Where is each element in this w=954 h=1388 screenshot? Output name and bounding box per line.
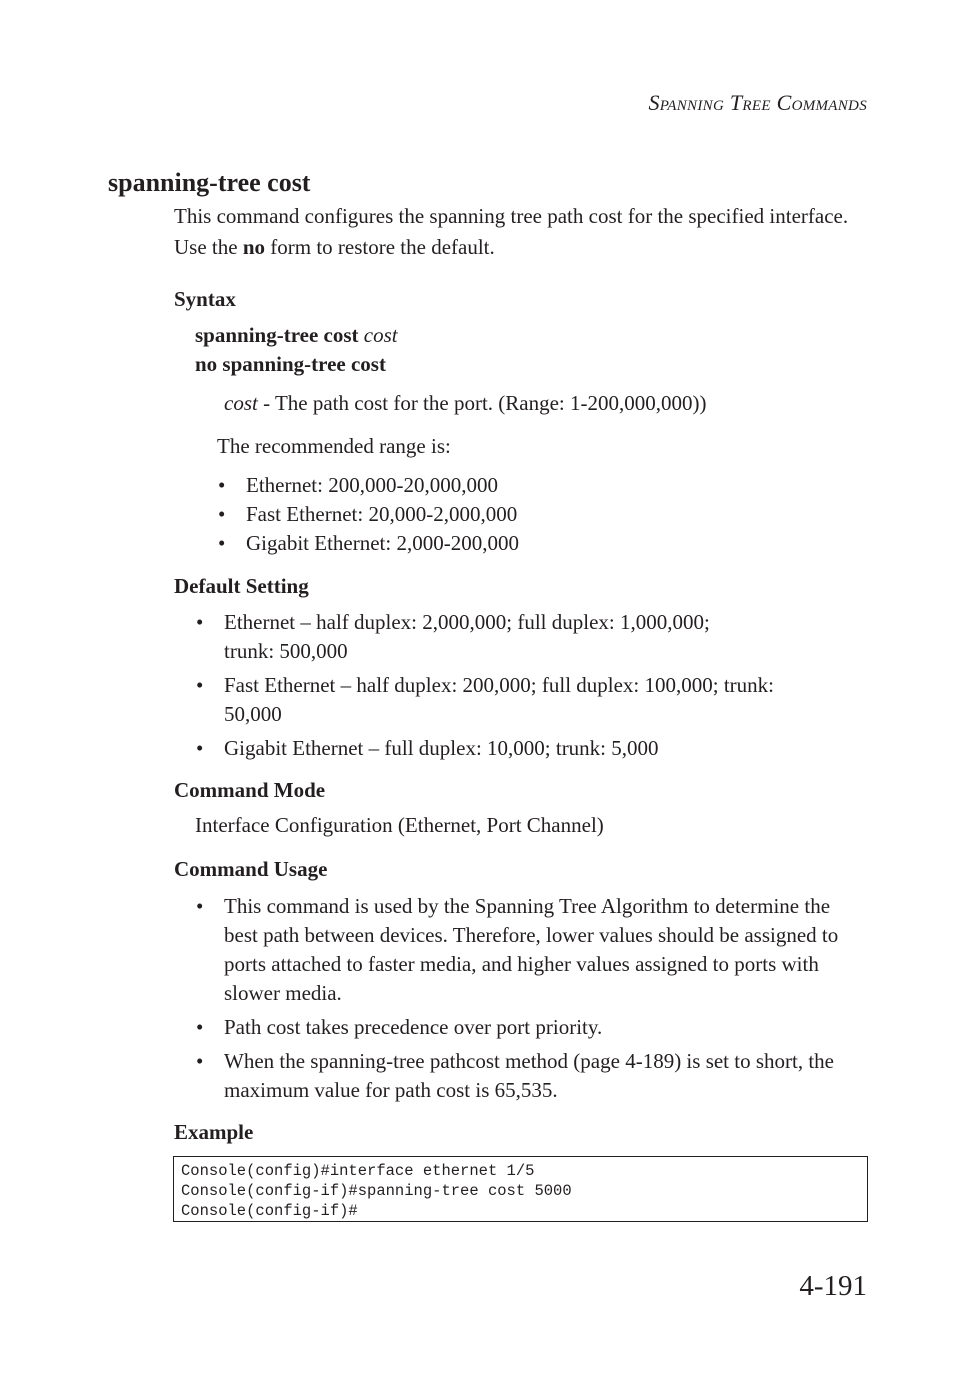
example-heading: Example <box>174 1120 254 1144</box>
section-title: spanning-tree cost <box>108 168 311 197</box>
list-item-text: Fast Ethernet: 20,000-2,000,000 <box>246 502 518 526</box>
syntax-command <box>195 323 398 348</box>
default-setting-list <box>196 608 874 768</box>
bullet-icon: • <box>218 502 226 526</box>
list-item <box>196 892 869 1008</box>
syntax-command-param: cost <box>363 323 398 347</box>
code-line: Console(config-if)# <box>181 1202 358 1220</box>
command-usage-list <box>196 892 869 1110</box>
intro-paragraph <box>174 201 864 263</box>
parameter-text: - The path cost for the port. (Range: 1-200,000,000)) <box>257 391 707 415</box>
list-item <box>218 529 519 558</box>
bullet-icon: • <box>218 531 226 555</box>
syntax-heading: Syntax <box>174 287 236 311</box>
default-setting-heading: Default Setting <box>174 574 309 598</box>
list-item <box>218 500 519 529</box>
code-line: Console(config-if)#spanning-tree cost 5000 <box>181 1182 572 1200</box>
intro-text-1: This command configures the spanning tree path cost for the specified interface. Use the <box>174 204 849 259</box>
recommended-range-list <box>218 471 519 558</box>
bullet-icon: • <box>218 473 226 497</box>
bullet-icon: • <box>196 736 204 760</box>
parameter-description <box>224 391 707 416</box>
list-item <box>196 734 874 763</box>
command-usage-heading: Command Usage <box>174 857 328 881</box>
running-header: Spanning Tree Commands <box>648 90 867 115</box>
page-number: 4-191 <box>799 1270 867 1302</box>
syntax-command-text: spanning-tree cost <box>195 323 359 347</box>
bullet-icon: • <box>196 894 204 918</box>
syntax-no-command: no spanning-tree cost <box>195 352 386 376</box>
code-line: Console(config)#interface ethernet 1/5 <box>181 1162 535 1180</box>
bullet-icon: • <box>196 1049 204 1073</box>
list-item-text: Gigabit Ethernet: 2,000-200,000 <box>246 531 519 555</box>
list-item <box>196 1013 869 1042</box>
bullet-icon: • <box>196 610 204 634</box>
recommended-intro: The recommended range is: <box>217 434 451 458</box>
command-mode-text: Interface Configuration (Ethernet, Port Channel) <box>195 813 604 837</box>
list-item-text: Path cost takes precedence over port priority. <box>224 1015 603 1039</box>
list-item <box>196 1047 869 1105</box>
parameter-name: cost <box>224 391 258 415</box>
code-example <box>173 1156 868 1222</box>
list-item-text: Gigabit Ethernet – full duplex: 10,000; trunk: 5,000 <box>224 736 659 760</box>
list-item-text: Fast Ethernet – half duplex: 200,000; full duplex: 100,000; trunk: 50,000 <box>224 673 775 726</box>
list-item-text: This command is used by the Spanning Tree Algorithm to determine the best path between devices. Therefore, lower values should be assigned to ports attached to faster media, and higher values assigned to ports with slower media. <box>224 894 839 1005</box>
intro-text-2: form to restore the default. <box>265 235 495 259</box>
intro-keyword: no <box>242 235 266 259</box>
bullet-icon: • <box>196 673 204 697</box>
bullet-icon: • <box>196 1015 204 1039</box>
list-item-text: Ethernet: 200,000-20,000,000 <box>246 473 498 497</box>
list-item <box>196 671 775 729</box>
list-item <box>218 471 519 500</box>
command-mode-heading: Command Mode <box>174 778 326 802</box>
list-item <box>196 608 764 666</box>
list-item-text: Ethernet – half duplex: 2,000,000; full duplex: 1,000,000; trunk: 500,000 <box>224 610 710 663</box>
list-item-text: When the spanning-tree pathcost method (page 4-189) is set to short, the maximum value for path cost is 65,535. <box>224 1049 835 1102</box>
